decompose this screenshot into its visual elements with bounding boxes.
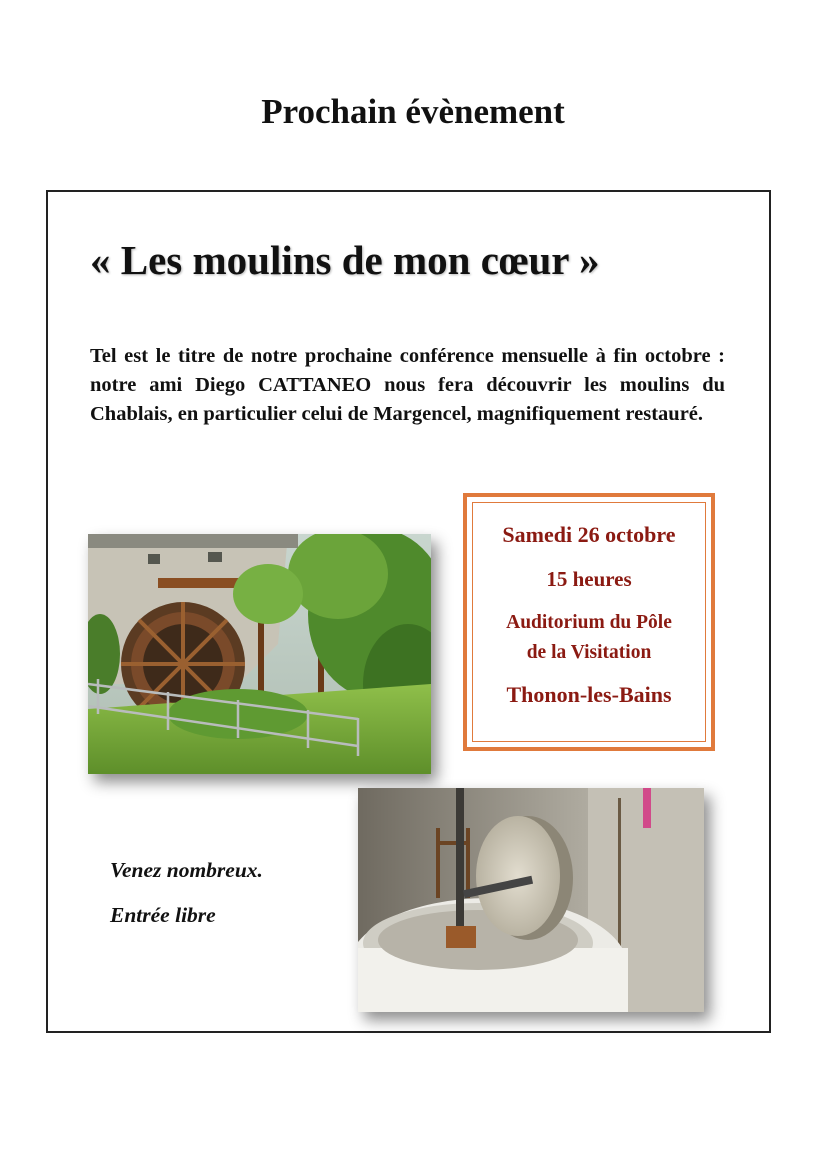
event-venue-line1: Auditorium du Pôle — [506, 612, 672, 633]
footer-invitation: Venez nombreux. — [110, 858, 263, 882]
event-city: Thonon-les-Bains — [506, 682, 672, 707]
millstone-photo — [358, 788, 704, 1012]
water-wheel-photo — [88, 534, 431, 774]
event-venue — [473, 608, 705, 668]
event-poster — [46, 190, 771, 1033]
event-venue-line2: de la Visitation — [526, 642, 652, 663]
poster-headline: « Les moulins de mon cœur » — [90, 237, 600, 283]
poster-intro: Tel est le titre de notre prochaine conférence mensuelle à fin octobre : notre ami Diego CATTANEO nous fera découvrir les moulins du Chablais, en particulier celui de Margencel, magnifiquement restauré. — [90, 345, 725, 425]
event-time: 15 heures — [546, 567, 632, 591]
footer-admission: Entrée libre — [110, 903, 216, 927]
event-date: Samedi 26 octobre — [502, 522, 676, 547]
page-title: Prochain évènement — [261, 92, 565, 131]
event-info-box — [463, 493, 715, 751]
